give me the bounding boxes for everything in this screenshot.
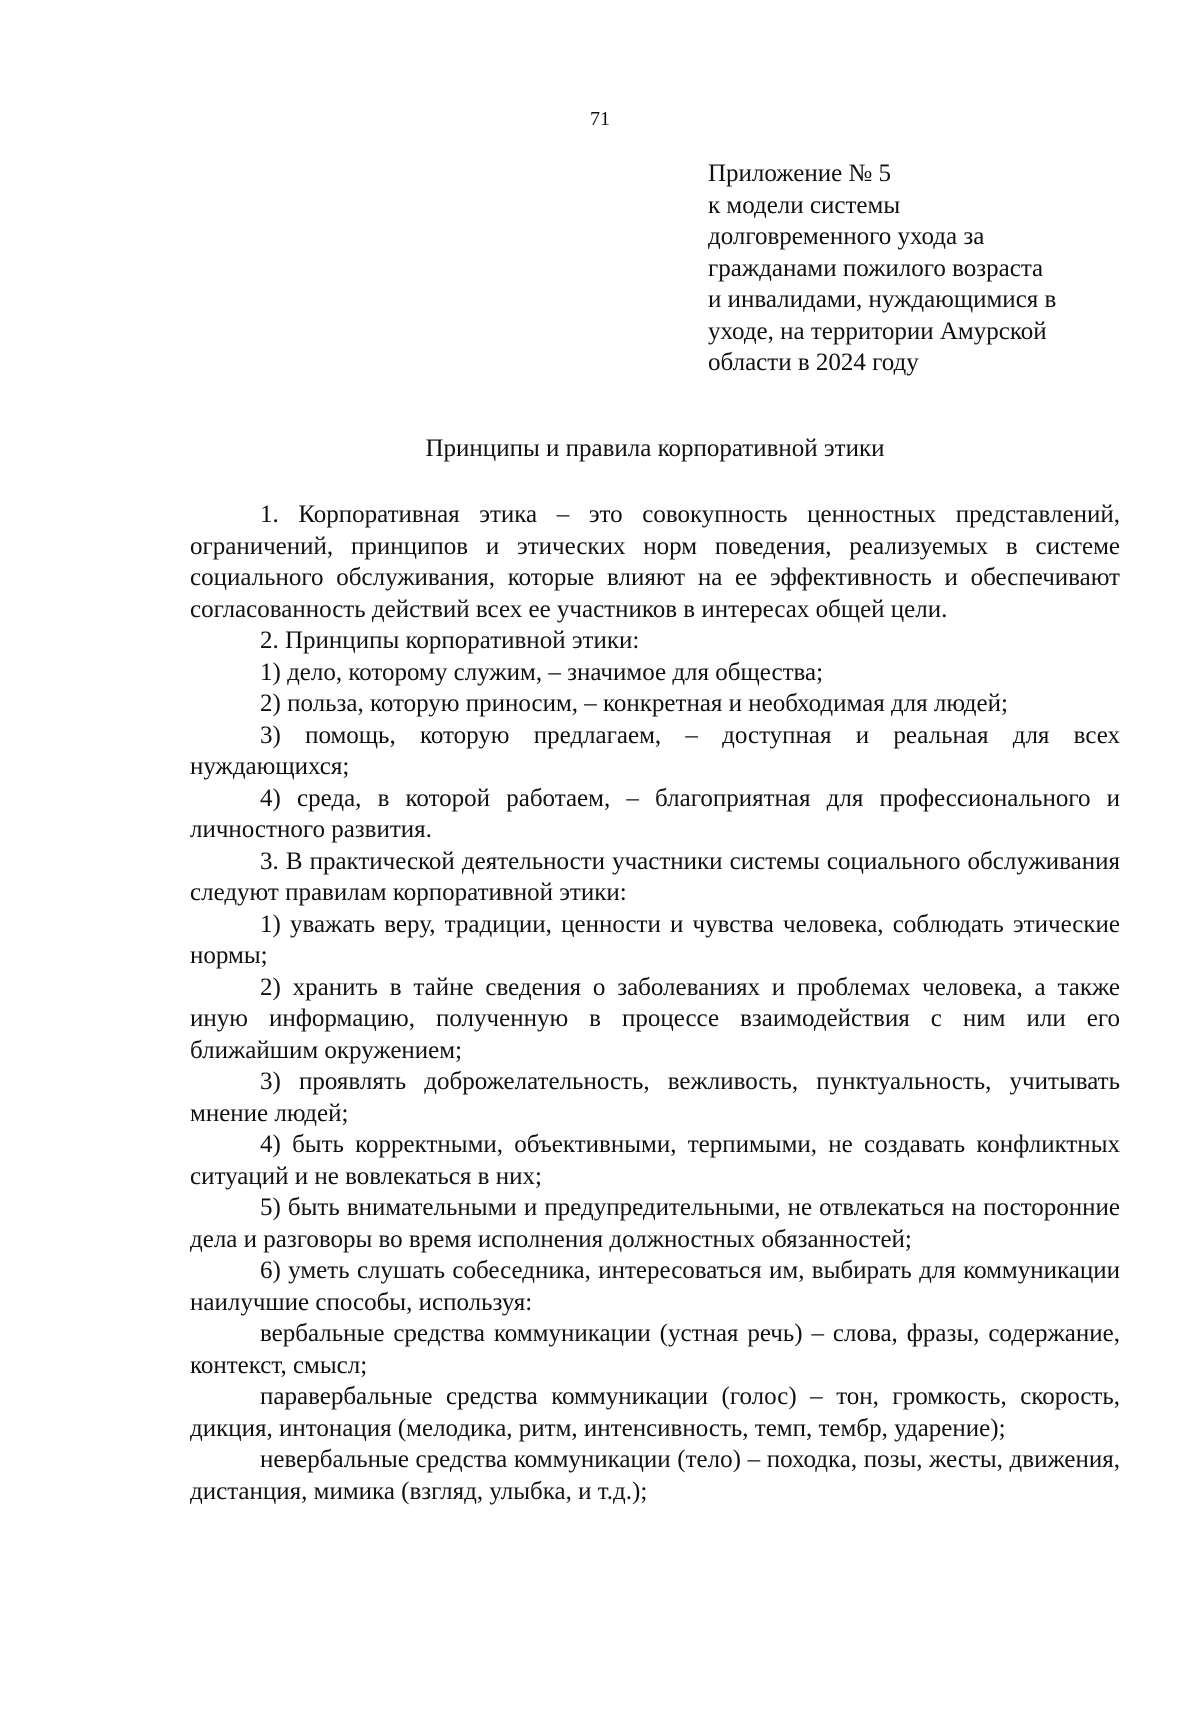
annex-line: Приложение № 5 (708, 160, 892, 187)
annex-line: уходе, на территории Амурской (708, 317, 1047, 345)
page-number: 71 (590, 108, 610, 130)
document-title: Принципы и правила корпоративной этики (425, 435, 885, 462)
principle-item: 4) среда, в которой работаем, – благоприятная для профессионального и личностного развития. (190, 784, 1120, 843)
annex-line: долговременного ухода за (708, 223, 985, 250)
rule-item: 3) проявлять доброжелательность, вежливость, пунктуальность, учитывать мнение людей; (190, 1068, 1120, 1127)
paragraph-1-definition: 1. Корпоративная этика – это совокупность ценностных представлений, ограничений, принципов и этических норм поведения, реализуемых в системе социального обслуживания, которые влияют на ее эффективность и обеспечивают согласованность действий всех ее участников в интересах общей цели. (190, 501, 1120, 623)
communication-means-item: вербальные средства коммуникации (устная речь) – слова, фразы, содержание, контекст, смысл; (190, 1320, 1120, 1379)
annex-line: и инвалидами, нуждающимися в (708, 286, 1057, 313)
communication-means-item: невербальные средства коммуникации (тело) – походка, позы, жесты, движения, дистанция, мимика (взгляд, улыбка, и т.д.); (190, 1446, 1120, 1505)
annex-line: области в 2024 году (708, 349, 919, 376)
principle-item: 3) помощь, которую предлагаем, – доступная и реальная для всех нуждающихся; (190, 721, 1120, 780)
annex-line: гражданами пожилого возраста (708, 254, 1044, 282)
paragraph-2-principles-heading: 2. Принципы корпоративной этики: (260, 627, 640, 654)
paragraph-3-rules-heading: 3. В практической деятельности участники системы социального обслуживания следуют правилам корпоративной этики: (190, 847, 1120, 906)
principle-item: 1) дело, которому служим, – значимое для общества; (260, 658, 824, 686)
rule-item: 6) уметь слушать собеседника, интересоваться им, выбирать для коммуникации наилучшие способы, используя: (190, 1257, 1120, 1316)
document-body (190, 499, 1120, 1507)
annex-line: к модели системы (708, 191, 901, 219)
rule-item: 2) хранить в тайне сведения о заболеваниях и проблемах человека, а также иную информацию, полученную в процессе взаимодействия с ним или его ближайшим окружением; (190, 973, 1120, 1064)
annex-block (708, 158, 1128, 379)
rule-item: 4) быть корректными, объективными, терпимыми, не создавать конфликтных ситуаций и не вовлекаться в них; (190, 1131, 1120, 1190)
rule-item: 5) быть внимательными и предупредительными, не отвлекаться на посторонние дела и разговоры во время исполнения должностных обязанностей; (190, 1194, 1120, 1253)
principle-item: 2) польза, которую приносим, – конкретная и необходимая для людей; (260, 690, 1008, 717)
communication-means-item: паравербальные средства коммуникации (голос) – тон, громкость, скорость, дикция, интонация (мелодика, ритм, интенсивность, темп, тембр, ударение); (190, 1383, 1120, 1442)
rule-item: 1) уважать веру, традиции, ценности и чувства человека, соблюдать этические нормы; (190, 910, 1120, 969)
